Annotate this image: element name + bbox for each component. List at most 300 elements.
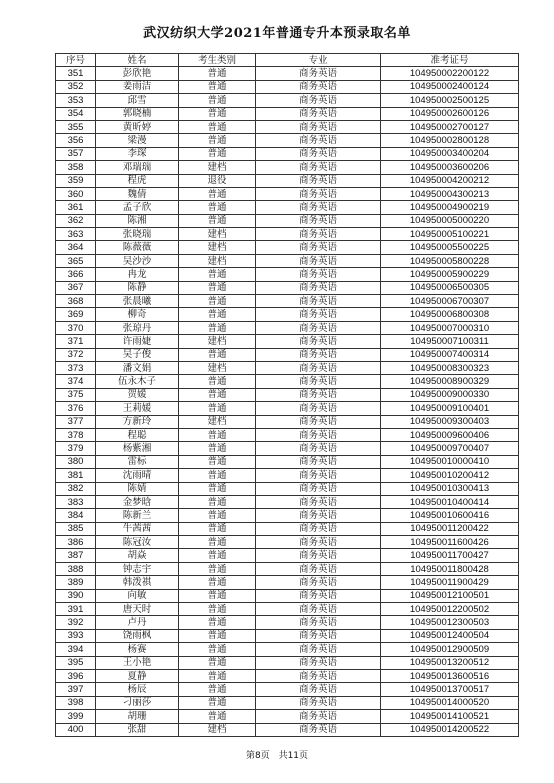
table-row [56, 348, 519, 361]
candidate-category: 建档 [179, 415, 256, 428]
major: 商务英语 [256, 428, 381, 441]
student-name: 王莉媛 [96, 402, 179, 415]
candidate-category: 普通 [179, 603, 256, 616]
student-name: 牛茜茜 [96, 522, 179, 535]
exam-ticket-number: 104950005000220 [381, 214, 519, 227]
major: 商务英语 [256, 281, 381, 294]
candidate-category: 普通 [179, 388, 256, 401]
major: 商务英语 [256, 455, 381, 468]
exam-ticket-number: 104950003400204 [381, 147, 519, 160]
exam-ticket-number: 104950010200412 [381, 469, 519, 482]
exam-ticket-number: 104950012400504 [381, 629, 519, 642]
row-number: 387 [56, 549, 96, 562]
exam-ticket-number: 104950013700517 [381, 683, 519, 696]
major: 商务英语 [256, 629, 381, 642]
row-number: 374 [56, 375, 96, 388]
major: 商务英语 [256, 562, 381, 575]
student-name: 伍永木子 [96, 375, 179, 388]
major: 商务英语 [256, 669, 381, 682]
row-number: 379 [56, 442, 96, 455]
row-number: 364 [56, 241, 96, 254]
student-name: 张晨曦 [96, 295, 179, 308]
exam-ticket-number: 104950006800308 [381, 308, 519, 321]
row-number: 375 [56, 388, 96, 401]
column-header-ticket: 准考证号 [381, 54, 519, 67]
table-row [56, 402, 519, 415]
table-row [56, 589, 519, 602]
exam-ticket-number: 104950005900229 [381, 268, 519, 281]
student-name: 杨紫湘 [96, 442, 179, 455]
candidate-category: 普通 [179, 201, 256, 214]
table-row [56, 375, 519, 388]
candidate-category: 建档 [179, 335, 256, 348]
table-row [56, 428, 519, 441]
exam-ticket-number: 104950014000520 [381, 696, 519, 709]
exam-ticket-number: 104950012200502 [381, 603, 519, 616]
row-number: 367 [56, 281, 96, 294]
student-name: 潘文娟 [96, 361, 179, 374]
row-number: 382 [56, 482, 96, 495]
table-row [56, 549, 519, 562]
exam-ticket-number: 104950005100221 [381, 228, 519, 241]
table-row [56, 442, 519, 455]
student-name: 方新玲 [96, 415, 179, 428]
exam-ticket-number: 104950009700407 [381, 442, 519, 455]
candidate-category: 普通 [179, 214, 256, 227]
major: 商务英语 [256, 442, 381, 455]
row-number: 392 [56, 616, 96, 629]
exam-ticket-number: 104950009600406 [381, 428, 519, 441]
major: 商务英语 [256, 723, 381, 736]
exam-ticket-number: 104950004900219 [381, 201, 519, 214]
exam-ticket-number: 104950002400124 [381, 80, 519, 93]
major: 商务英语 [256, 616, 381, 629]
row-number: 357 [56, 147, 96, 160]
student-name: 姜雨洁 [96, 80, 179, 93]
table-row [56, 295, 519, 308]
row-number: 388 [56, 562, 96, 575]
page-total: 共11页 [278, 751, 309, 761]
row-number: 391 [56, 603, 96, 616]
candidate-category: 普通 [179, 616, 256, 629]
candidate-category: 普通 [179, 629, 256, 642]
table-row [56, 455, 519, 468]
exam-ticket-number: 104950010300413 [381, 482, 519, 495]
candidate-category: 普通 [179, 295, 256, 308]
major: 商务英语 [256, 107, 381, 120]
student-name: 梁漫 [96, 134, 179, 147]
exam-ticket-number: 104950014100521 [381, 710, 519, 723]
column-header-major: 专业 [256, 54, 381, 67]
major: 商务英语 [256, 228, 381, 241]
table-row [56, 388, 519, 401]
exam-ticket-number: 104950009300403 [381, 415, 519, 428]
row-number: 384 [56, 509, 96, 522]
exam-ticket-number: 104950011900429 [381, 576, 519, 589]
candidate-category: 建档 [179, 161, 256, 174]
candidate-category: 普通 [179, 482, 256, 495]
candidate-category: 普通 [179, 576, 256, 589]
student-name: 韩泼祺 [96, 576, 179, 589]
exam-ticket-number: 104950011600426 [381, 536, 519, 549]
exam-ticket-number: 104950012100501 [381, 589, 519, 602]
column-header-no: 序号 [56, 54, 96, 67]
row-number: 372 [56, 348, 96, 361]
exam-ticket-number: 104950009100401 [381, 402, 519, 415]
row-number: 380 [56, 455, 96, 468]
student-name: 夏静 [96, 669, 179, 682]
major: 商务英语 [256, 335, 381, 348]
student-name: 王小艳 [96, 656, 179, 669]
table-row [56, 603, 519, 616]
table-row [56, 361, 519, 374]
exam-ticket-number: 104950007000310 [381, 321, 519, 334]
candidate-category: 普通 [179, 107, 256, 120]
exam-ticket-number: 104950002500125 [381, 94, 519, 107]
page-title: 武汉纺织大学2021年普通专升本预录取名单 [143, 26, 411, 41]
row-number: 398 [56, 696, 96, 709]
row-number: 352 [56, 80, 96, 93]
exam-ticket-number: 104950012900509 [381, 643, 519, 656]
candidate-category: 建档 [179, 361, 256, 374]
exam-ticket-number: 104950014200522 [381, 723, 519, 736]
table-row [56, 482, 519, 495]
candidate-category: 建档 [179, 254, 256, 267]
major: 商务英语 [256, 549, 381, 562]
student-name: 程虎 [96, 174, 179, 187]
row-number: 393 [56, 629, 96, 642]
student-name: 卢丹 [96, 616, 179, 629]
student-name: 黄昕婷 [96, 120, 179, 133]
candidate-category: 普通 [179, 589, 256, 602]
student-name: 张甜 [96, 723, 179, 736]
table-row [56, 616, 519, 629]
student-name: 李琛 [96, 147, 179, 160]
student-name: 郭晓楠 [96, 107, 179, 120]
exam-ticket-number: 104950004300213 [381, 187, 519, 200]
major: 商务英语 [256, 388, 381, 401]
table-row [56, 94, 519, 107]
table-row [56, 415, 519, 428]
student-name: 杨辰 [96, 683, 179, 696]
exam-ticket-number: 104950006700307 [381, 295, 519, 308]
candidate-category: 普通 [179, 80, 256, 93]
table-row [56, 522, 519, 535]
candidate-category: 普通 [179, 442, 256, 455]
page-number: 第8页 [245, 751, 270, 761]
student-name: 胡珊 [96, 710, 179, 723]
major: 商务英语 [256, 495, 381, 508]
exam-ticket-number: 104950008300323 [381, 361, 519, 374]
table-row [56, 241, 519, 254]
major: 商务英语 [256, 683, 381, 696]
major: 商务英语 [256, 120, 381, 133]
row-number: 376 [56, 402, 96, 415]
exam-ticket-number: 104950011200422 [381, 522, 519, 535]
exam-ticket-number: 104950010600416 [381, 509, 519, 522]
table-row [56, 80, 519, 93]
table-row [56, 469, 519, 482]
row-number: 358 [56, 161, 96, 174]
table-row [56, 107, 519, 120]
major: 商务英语 [256, 522, 381, 535]
major: 商务英语 [256, 67, 381, 80]
exam-ticket-number: 104950010000410 [381, 455, 519, 468]
candidate-category: 普通 [179, 696, 256, 709]
candidate-category: 普通 [179, 710, 256, 723]
candidate-category: 普通 [179, 669, 256, 682]
major: 商务英语 [256, 375, 381, 388]
row-number: 361 [56, 201, 96, 214]
major: 商务英语 [256, 643, 381, 656]
student-name: 彭欣艳 [96, 67, 179, 80]
row-number: 373 [56, 361, 96, 374]
table-row [56, 710, 519, 723]
student-name: 张晓瑞 [96, 228, 179, 241]
table-row [56, 281, 519, 294]
exam-ticket-number: 104950011800428 [381, 562, 519, 575]
candidate-category: 普通 [179, 469, 256, 482]
major: 商务英语 [256, 147, 381, 160]
student-name: 唐天时 [96, 603, 179, 616]
major: 商务英语 [256, 201, 381, 214]
student-name: 杨赛 [96, 643, 179, 656]
student-name: 吴沙沙 [96, 254, 179, 267]
student-name: 沈雨晴 [96, 469, 179, 482]
row-number: 383 [56, 495, 96, 508]
exam-ticket-number: 104950010400414 [381, 495, 519, 508]
major: 商务英语 [256, 254, 381, 267]
row-number: 360 [56, 187, 96, 200]
candidate-category: 普通 [179, 321, 256, 334]
student-name: 陈静 [96, 281, 179, 294]
student-name: 雷标 [96, 455, 179, 468]
candidate-category: 普通 [179, 495, 256, 508]
major: 商务英语 [256, 469, 381, 482]
candidate-category: 普通 [179, 94, 256, 107]
candidate-category: 普通 [179, 549, 256, 562]
candidate-category: 普通 [179, 308, 256, 321]
exam-ticket-number: 104950011700427 [381, 549, 519, 562]
major: 商务英语 [256, 295, 381, 308]
student-name: 饶雨枫 [96, 629, 179, 642]
candidate-category: 普通 [179, 281, 256, 294]
student-name: 冉龙 [96, 268, 179, 281]
table-header-row [56, 54, 519, 67]
exam-ticket-number: 104950012300503 [381, 616, 519, 629]
table-row [56, 174, 519, 187]
student-name: 邱雪 [96, 94, 179, 107]
major: 商务英语 [256, 308, 381, 321]
exam-ticket-number: 104950013600516 [381, 669, 519, 682]
admission-table [55, 53, 519, 737]
row-number: 370 [56, 321, 96, 334]
student-name: 程聪 [96, 428, 179, 441]
row-number: 400 [56, 723, 96, 736]
student-name: 刁丽莎 [96, 696, 179, 709]
table-row [56, 308, 519, 321]
major: 商务英语 [256, 402, 381, 415]
column-header-name: 姓名 [96, 54, 179, 67]
row-number: 359 [56, 174, 96, 187]
table-row [56, 134, 519, 147]
row-number: 366 [56, 268, 96, 281]
table-row [56, 696, 519, 709]
candidate-category: 退役 [179, 174, 256, 187]
major: 商务英语 [256, 321, 381, 334]
table-row [56, 147, 519, 160]
student-name: 贺媛 [96, 388, 179, 401]
candidate-category: 普通 [179, 67, 256, 80]
student-name: 陈新兰 [96, 509, 179, 522]
table-row [56, 683, 519, 696]
row-number: 399 [56, 710, 96, 723]
row-number: 397 [56, 683, 96, 696]
student-name: 钟志宇 [96, 562, 179, 575]
table-row [56, 161, 519, 174]
table-row [56, 254, 519, 267]
major: 商务英语 [256, 241, 381, 254]
table-row [56, 656, 519, 669]
row-number: 377 [56, 415, 96, 428]
major: 商务英语 [256, 80, 381, 93]
row-number: 356 [56, 134, 96, 147]
candidate-category: 普通 [179, 375, 256, 388]
exam-ticket-number: 104950002800128 [381, 134, 519, 147]
table-row [56, 576, 519, 589]
candidate-category: 普通 [179, 268, 256, 281]
major: 商务英语 [256, 161, 381, 174]
table-row [56, 629, 519, 642]
major: 商务英语 [256, 576, 381, 589]
major: 商务英语 [256, 482, 381, 495]
table-row [56, 509, 519, 522]
student-name: 张琼丹 [96, 321, 179, 334]
major: 商务英语 [256, 696, 381, 709]
exam-ticket-number: 104950013200512 [381, 656, 519, 669]
row-number: 362 [56, 214, 96, 227]
page-footer [0, 748, 554, 761]
table-row [56, 201, 519, 214]
major: 商务英语 [256, 415, 381, 428]
table-row [56, 335, 519, 348]
exam-ticket-number: 104950008900329 [381, 375, 519, 388]
exam-ticket-number: 104950003600206 [381, 161, 519, 174]
row-number: 390 [56, 589, 96, 602]
student-name: 柳奇 [96, 308, 179, 321]
student-name: 孟子欣 [96, 201, 179, 214]
major: 商务英语 [256, 187, 381, 200]
table-row [56, 562, 519, 575]
table-row [56, 536, 519, 549]
row-number: 354 [56, 107, 96, 120]
table-row [56, 669, 519, 682]
table-row [56, 643, 519, 656]
row-number: 395 [56, 656, 96, 669]
row-number: 363 [56, 228, 96, 241]
major: 商务英语 [256, 361, 381, 374]
candidate-category: 普通 [179, 187, 256, 200]
candidate-category: 建档 [179, 723, 256, 736]
major: 商务英语 [256, 710, 381, 723]
candidate-category: 普通 [179, 656, 256, 669]
major: 商务英语 [256, 134, 381, 147]
table-row [56, 268, 519, 281]
table-row [56, 321, 519, 334]
candidate-category: 普通 [179, 455, 256, 468]
row-number: 369 [56, 308, 96, 321]
table-body [56, 67, 519, 737]
exam-ticket-number: 104950007400314 [381, 348, 519, 361]
row-number: 396 [56, 669, 96, 682]
candidate-category: 普通 [179, 428, 256, 441]
candidate-category: 普通 [179, 134, 256, 147]
student-name: 向敏 [96, 589, 179, 602]
major: 商务英语 [256, 509, 381, 522]
candidate-category: 普通 [179, 348, 256, 361]
column-header-category: 考生类别 [179, 54, 256, 67]
row-number: 386 [56, 536, 96, 549]
candidate-category: 普通 [179, 522, 256, 535]
candidate-category: 普通 [179, 536, 256, 549]
candidate-category: 普通 [179, 562, 256, 575]
row-number: 351 [56, 67, 96, 80]
student-name: 许雨婕 [96, 335, 179, 348]
student-name: 邓瑞瑞 [96, 161, 179, 174]
exam-ticket-number: 104950002200122 [381, 67, 519, 80]
candidate-category: 普通 [179, 402, 256, 415]
row-number: 353 [56, 94, 96, 107]
student-name: 陈湘 [96, 214, 179, 227]
row-number: 355 [56, 120, 96, 133]
exam-ticket-number: 104950002700127 [381, 120, 519, 133]
table-row [56, 214, 519, 227]
row-number: 371 [56, 335, 96, 348]
major: 商务英语 [256, 348, 381, 361]
student-name: 陈薇薇 [96, 241, 179, 254]
student-name: 胡焱 [96, 549, 179, 562]
student-name: 金梦晗 [96, 495, 179, 508]
candidate-category: 普通 [179, 120, 256, 133]
table-row [56, 120, 519, 133]
row-number: 368 [56, 295, 96, 308]
candidate-category: 普通 [179, 509, 256, 522]
major: 商务英语 [256, 94, 381, 107]
exam-ticket-number: 104950006500305 [381, 281, 519, 294]
row-number: 381 [56, 469, 96, 482]
student-name: 魏倩 [96, 187, 179, 200]
major: 商务英语 [256, 589, 381, 602]
major: 商务英语 [256, 536, 381, 549]
exam-ticket-number: 104950004200212 [381, 174, 519, 187]
candidate-category: 建档 [179, 228, 256, 241]
exam-ticket-number: 104950009000330 [381, 388, 519, 401]
row-number: 378 [56, 428, 96, 441]
student-name: 吴子俊 [96, 348, 179, 361]
major: 商务英语 [256, 268, 381, 281]
table-row [56, 228, 519, 241]
table-row [56, 67, 519, 80]
exam-ticket-number: 104950005500225 [381, 241, 519, 254]
exam-ticket-number: 104950002600126 [381, 107, 519, 120]
major: 商务英语 [256, 656, 381, 669]
candidate-category: 普通 [179, 643, 256, 656]
row-number: 385 [56, 522, 96, 535]
major: 商务英语 [256, 214, 381, 227]
table-row [56, 495, 519, 508]
major: 商务英语 [256, 603, 381, 616]
major: 商务英语 [256, 174, 381, 187]
